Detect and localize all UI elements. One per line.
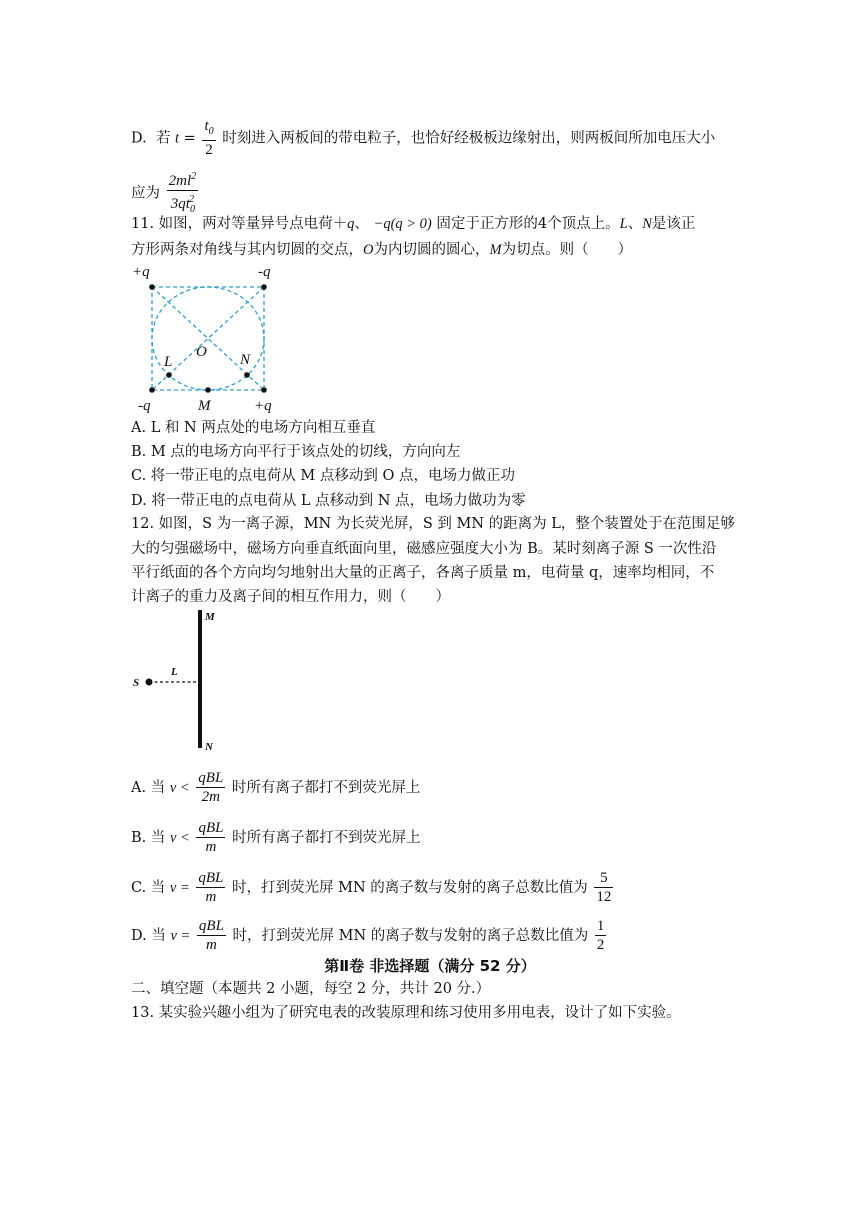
- text: 时刻进入两板间的带电粒子，也恰好经极板边缘射出，则两板间所加电压大小: [222, 130, 716, 147]
- q12-stem-line2: 大的匀强磁场中，磁场方向垂直纸面向里，磁感应强度大小为 B。某时刻离子源 S 一次性沿: [131, 541, 717, 557]
- charge-top-right: [261, 284, 267, 290]
- label-S: S: [133, 677, 140, 689]
- q12-option-c: C. 当 v = $\frac{\text{qBL}}{m}$ 时，打到荧光屏 MN 的离子数与发射的离子总数比值为 $\frac{5}{12}$: [131, 870, 612, 905]
- q12-option-a: A. 当 v < $\frac{\text{qBL}}{2m}$ 时所有离子都打不到荧光屏上: [131, 770, 421, 805]
- text: 应为: [131, 185, 160, 202]
- q10-option-d-cont: [131, 168, 200, 219]
- ratio-fraction: $\frac{5}{12}$: [596, 870, 612, 905]
- fraction: $\frac{\text{qBL}}{2m}$: [198, 770, 224, 805]
- label-L: L: [164, 354, 173, 370]
- q12-option-d: D. 当 v = $\frac{\text{qBL}}{m}$ 时，打到荧光屏 MN 的离子数与发射的离子总数比值为 $\frac{1}{2}$: [131, 918, 605, 953]
- fraction: $\frac{\text{qBL}}{m}$: [198, 918, 224, 953]
- label-M: M: [198, 398, 211, 414]
- point-L: [166, 372, 172, 378]
- q12-screen-figure: [128, 608, 228, 758]
- q10-option-d: D. 若 t = $\frac{t_0}{2}$ 时刻进入两板间的带电粒子，也恰好经极板边缘射出，则两板间所加电压大小: [131, 118, 716, 158]
- q12-option-b: B. 当 v < $\frac{\text{qBL}}{m}$ 时所有离子都打不到荧光屏上: [131, 820, 421, 855]
- charge-top-left: [149, 284, 155, 290]
- q11-stem-line1: 11. 如图，两对等量异号点电荷＋q、 −q(q > 0) 固定于正方形的4个顶点上。L、N是该正: [131, 216, 696, 232]
- charge-bottom-right: [261, 387, 267, 393]
- label-tr: -q: [258, 264, 271, 280]
- q11-stem-line2: 方形两条对角线与其内切圆的交点，O为内切圆的圆心，M为切点。则（ ）: [131, 242, 633, 258]
- point-M: [205, 387, 211, 393]
- charge-bottom-left: [149, 387, 155, 393]
- label-bl: -q: [138, 398, 151, 414]
- screen-MN: [198, 610, 202, 748]
- part2-heading: 第Ⅱ卷 非选择题（满分 52 分）: [324, 957, 536, 975]
- fraction: $\frac{\text{qBL}}{m}$: [198, 820, 224, 855]
- label-L: L: [171, 666, 178, 678]
- source-S: [146, 679, 153, 686]
- point-N: [244, 372, 250, 378]
- q11-option-c: C. 将一带正电的点电荷从 M 点移动到 O 点，电场力做正功: [131, 468, 515, 484]
- label-N: N: [205, 741, 213, 753]
- label-tl: +q: [132, 264, 150, 280]
- text: 若: [155, 130, 171, 147]
- label-br: +q: [254, 398, 272, 414]
- q11-option-a: A. L 和 N 两点处的电场方向相互垂直: [131, 420, 376, 436]
- option-label: D.: [131, 130, 147, 147]
- label-N: N: [240, 352, 251, 368]
- q12-stem-line3: 平行纸面的各个方向均匀地射出大量的正离子，各离子质量 m，电荷量 q，速率均相同，不: [131, 565, 715, 581]
- q11-option-b: B. M 点的电场方向平行于该点处的切线，方向向左: [131, 444, 461, 460]
- q12-stem-line4: 计离子的重力及离子间的相互作用力，则（ ）: [131, 589, 450, 605]
- section-heading: 二、填空题（本题共 2 小题，每空 2 分，共计 20 分.）: [131, 981, 491, 997]
- label-O: O: [196, 344, 207, 360]
- ratio-fraction: $\frac{1}{2}$: [596, 918, 605, 953]
- fraction-voltage: $\frac{2ml^2}{3qt_0^2}$: [167, 168, 199, 219]
- var-t: t: [175, 130, 180, 147]
- fraction-t0-over-2: $\frac{t_0}{2}$: [204, 118, 214, 158]
- fraction: $\frac{\text{qBL}}{m}$: [198, 870, 224, 905]
- q13-stem: 13. 某实验兴趣小组为了研究电表的改装原理和练习使用多用电表，设计了如下实验。: [131, 1005, 681, 1021]
- q11-option-d: D. 将一带正电的点电荷从 L 点移动到 N 点，电场力做功为零: [131, 493, 526, 509]
- q12-stem-line1: 12. 如图，S 为一离子源，MN 为长荧光屏，S 到 MN 的距离为 L，整个装置处于在范围足够: [131, 516, 735, 532]
- label-M: M: [205, 611, 215, 623]
- q11-square-figure: [128, 262, 283, 417]
